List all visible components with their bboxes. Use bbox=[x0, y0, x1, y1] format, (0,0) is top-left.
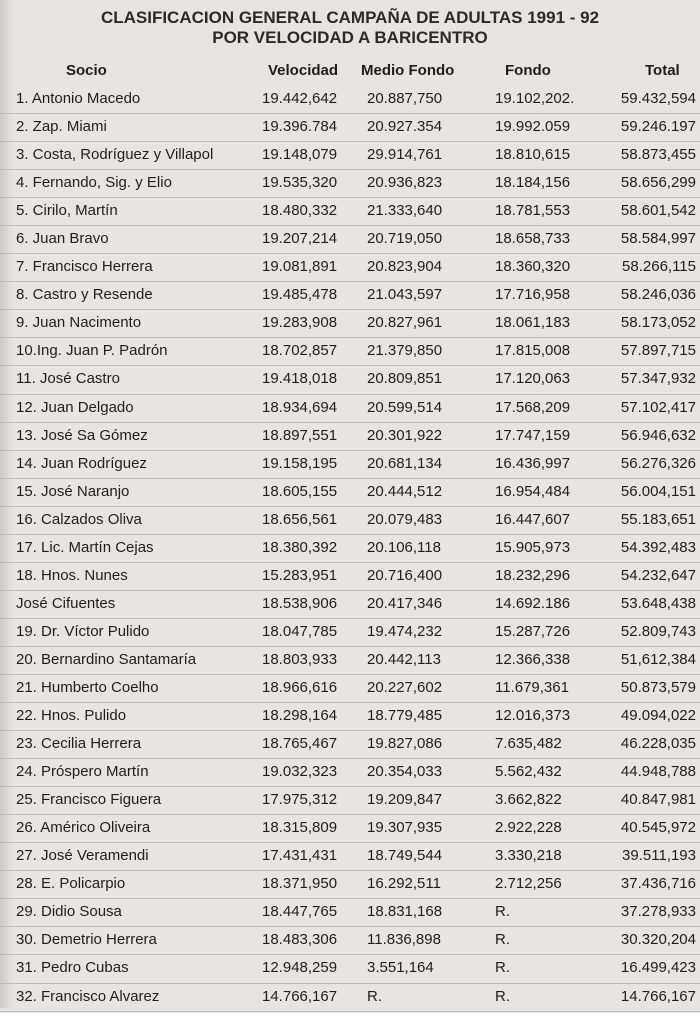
cell-velocidad: 18.380,392 bbox=[262, 538, 338, 556]
cell-socio: 26. Américo Oliveira bbox=[16, 819, 151, 837]
row-divider bbox=[0, 337, 700, 338]
cell-medio-fondo: 20.444,512 bbox=[367, 482, 443, 500]
cell-velocidad: 18.605,155 bbox=[262, 482, 338, 500]
row-divider bbox=[0, 478, 700, 479]
header-total: Total bbox=[645, 62, 680, 79]
cell-socio: 12. Juan Delgado bbox=[16, 398, 134, 416]
cell-socio: 11. José Castro bbox=[16, 370, 120, 388]
table-row bbox=[0, 396, 700, 424]
header-fondo: Fondo bbox=[505, 62, 551, 79]
cell-socio: 15. José Naranjo bbox=[16, 482, 130, 500]
cell-fondo: 17.568,209 bbox=[495, 398, 571, 416]
row-divider bbox=[0, 702, 700, 703]
cell-socio: 23. Cecilia Herrera bbox=[16, 735, 142, 753]
cell-medio-fondo: 20.827,961 bbox=[367, 314, 443, 332]
cell-fondo: 12.366,338 bbox=[495, 650, 571, 668]
cell-socio: 8. Castro y Resende bbox=[16, 286, 153, 304]
cell-fondo: 17.815,008 bbox=[495, 342, 571, 360]
cell-fondo: 15.905,973 bbox=[495, 538, 571, 556]
row-divider bbox=[0, 870, 700, 871]
document-subtitle: POR VELOCIDAD A BARICENTRO bbox=[212, 28, 488, 47]
cell-velocidad: 18.483,306 bbox=[262, 931, 338, 949]
cell-medio-fondo: 20.599,514 bbox=[367, 398, 443, 416]
cell-velocidad: 18.447,765 bbox=[262, 903, 338, 921]
cell-total: 56.276,326 bbox=[620, 454, 696, 472]
cell-fondo: 16.954,484 bbox=[495, 482, 571, 500]
cell-socio: 7. Francisco Herrera bbox=[16, 258, 153, 276]
cell-total: 44.948,788 bbox=[620, 763, 696, 781]
results-table-body bbox=[0, 87, 700, 1013]
cell-socio: 9. Juan Nacimento bbox=[16, 314, 142, 332]
cell-velocidad: 19.485,478 bbox=[262, 286, 338, 304]
cell-socio: 31. Pedro Cubas bbox=[16, 959, 129, 977]
cell-fondo: 15.287,726 bbox=[495, 622, 571, 640]
row-divider bbox=[0, 394, 700, 395]
cell-total: 16.499,423 bbox=[620, 959, 696, 977]
cell-medio-fondo: 3.551,164 bbox=[367, 959, 434, 977]
cell-velocidad: 18.702,857 bbox=[262, 342, 338, 360]
cell-medio-fondo: 20.716,400 bbox=[367, 566, 443, 584]
cell-medio-fondo: 19.474,232 bbox=[367, 622, 443, 640]
cell-medio-fondo: 20.106,118 bbox=[367, 538, 441, 556]
row-divider bbox=[0, 730, 700, 731]
cell-socio: 4. Fernando, Sig. y Elio bbox=[16, 174, 172, 192]
table-row bbox=[0, 844, 700, 872]
header-velocidad: Velocidad bbox=[268, 62, 339, 79]
cell-medio-fondo: 20.354,033 bbox=[367, 763, 443, 781]
cell-medio-fondo: 20.927.354 bbox=[367, 118, 443, 136]
row-divider bbox=[0, 562, 700, 563]
cell-socio: 13. José Sa Gómez bbox=[16, 426, 148, 444]
row-divider bbox=[0, 926, 700, 927]
row-divider bbox=[0, 141, 700, 142]
cell-fondo: 18.061,183 bbox=[495, 314, 571, 332]
table-row bbox=[0, 900, 700, 928]
row-divider bbox=[0, 758, 700, 759]
cell-total: 58.584,997 bbox=[620, 230, 696, 248]
cell-medio-fondo: 19.307,935 bbox=[367, 819, 443, 837]
cell-total: 58.173,052 bbox=[620, 314, 696, 332]
cell-socio: José Cifuentes bbox=[16, 594, 116, 612]
table-row bbox=[0, 760, 700, 788]
cell-socio: 17. Lic. Martín Cejas bbox=[16, 538, 154, 556]
table-row bbox=[0, 367, 700, 395]
table-row bbox=[0, 339, 700, 367]
cell-velocidad: 19.396.784 bbox=[262, 118, 338, 136]
cell-medio-fondo: 18.779,485 bbox=[367, 707, 443, 725]
cell-velocidad: 15.283,951 bbox=[262, 566, 338, 584]
row-divider bbox=[0, 786, 700, 787]
cell-total: 37.436,716 bbox=[620, 875, 696, 893]
cell-total: 57.102,417 bbox=[620, 398, 696, 416]
cell-socio: 6. Juan Bravo bbox=[16, 230, 109, 248]
table-row bbox=[0, 143, 700, 171]
row-divider bbox=[0, 450, 700, 451]
table-row bbox=[0, 283, 700, 311]
cell-fondo: 5.562,432 bbox=[495, 763, 562, 781]
cell-velocidad: 18.656,561 bbox=[262, 510, 338, 528]
cell-medio-fondo: 21.333,640 bbox=[367, 202, 443, 220]
cell-socio: 25. Francisco Figuera bbox=[16, 791, 162, 809]
table-row bbox=[0, 564, 700, 592]
row-divider bbox=[0, 842, 700, 843]
cell-velocidad: 14.766,167 bbox=[262, 987, 338, 1005]
table-row bbox=[0, 704, 700, 732]
table-row bbox=[0, 255, 700, 283]
cell-fondo: 11.679,361 bbox=[495, 678, 569, 696]
cell-fondo: 19.102,202. bbox=[495, 90, 575, 107]
cell-medio-fondo: 20.936,823 bbox=[367, 174, 443, 192]
row-divider bbox=[0, 590, 700, 591]
cell-velocidad: 19.148,079 bbox=[262, 146, 338, 164]
cell-total: 54.232,647 bbox=[620, 566, 696, 584]
table-header bbox=[0, 62, 700, 82]
cell-fondo: 18.810,615 bbox=[495, 146, 571, 164]
cell-fondo: 18.184,156 bbox=[495, 174, 571, 192]
cell-fondo: 2.712,256 bbox=[495, 875, 562, 893]
cell-medio-fondo: 11.836,898 bbox=[367, 931, 441, 949]
table-row bbox=[0, 311, 700, 339]
header-socio: Socio bbox=[66, 62, 107, 79]
cell-socio: 1. Antonio Macedo bbox=[16, 90, 141, 107]
row-divider bbox=[0, 814, 700, 815]
cell-fondo: R. bbox=[495, 903, 510, 921]
cell-medio-fondo: 20.823,904 bbox=[367, 258, 443, 276]
cell-velocidad: 18.765,467 bbox=[262, 735, 338, 753]
row-divider bbox=[0, 983, 700, 984]
cell-socio: 2. Zap. Miami bbox=[16, 118, 107, 136]
cell-medio-fondo: 20.079,483 bbox=[367, 510, 443, 528]
cell-velocidad: 18.966,616 bbox=[262, 678, 338, 696]
cell-total: 58.601,542 bbox=[620, 202, 696, 220]
cell-medio-fondo: 20.809,851 bbox=[367, 370, 443, 388]
table-row bbox=[0, 985, 700, 1013]
cell-medio-fondo: 18.749,544 bbox=[367, 847, 443, 865]
cell-total: 53.648,438 bbox=[620, 594, 696, 612]
cell-total: 46.228,035 bbox=[620, 735, 696, 753]
cell-fondo: 18.658,733 bbox=[495, 230, 571, 248]
cell-socio: 24. Próspero Martín bbox=[16, 763, 149, 781]
cell-total: 14.766,167 bbox=[620, 987, 696, 1005]
cell-velocidad: 19.283,908 bbox=[262, 314, 338, 332]
cell-velocidad: 19.418,018 bbox=[262, 370, 338, 388]
cell-socio: 32. Francisco Alvarez bbox=[16, 987, 160, 1005]
cell-socio: 3. Costa, Rodríguez y Villapol bbox=[16, 146, 214, 164]
cell-total: 40.545,972 bbox=[620, 819, 696, 837]
cell-velocidad: 12.948,259 bbox=[262, 959, 338, 977]
cell-fondo: 17.716,958 bbox=[495, 286, 571, 304]
row-divider bbox=[0, 422, 700, 423]
table-row bbox=[0, 199, 700, 227]
row-divider bbox=[0, 534, 700, 535]
table-row bbox=[0, 872, 700, 900]
cell-medio-fondo: R. bbox=[367, 987, 382, 1005]
row-divider bbox=[0, 618, 700, 619]
cell-socio: 14. Juan Rodríguez bbox=[16, 454, 147, 472]
row-divider bbox=[0, 954, 700, 955]
cell-total: 49.094,022 bbox=[620, 707, 696, 725]
cell-socio: 29. Didio Sousa bbox=[16, 903, 122, 921]
cell-medio-fondo: 29.914,761 bbox=[367, 146, 443, 164]
cell-total: 40.847,981 bbox=[620, 791, 696, 809]
cell-total: 56.004,151 bbox=[620, 482, 696, 500]
cell-velocidad: 18.047,785 bbox=[262, 622, 338, 640]
cell-medio-fondo: 19.827,086 bbox=[367, 735, 443, 753]
cell-socio: 10.Ing. Juan P. Padrón bbox=[16, 342, 168, 360]
cell-fondo: 19.992.059 bbox=[495, 118, 571, 136]
cell-velocidad: 17.975,312 bbox=[262, 791, 338, 809]
cell-total: 30.320,204 bbox=[620, 931, 696, 949]
cell-medio-fondo: 20.442,113 bbox=[367, 650, 441, 668]
header-medio-fondo: Medio Fondo bbox=[361, 62, 455, 79]
cell-medio-fondo: 16.292,511 bbox=[367, 875, 441, 893]
cell-fondo: 16.447,607 bbox=[495, 510, 571, 528]
row-divider bbox=[0, 506, 700, 507]
cell-velocidad: 18.315,809 bbox=[262, 819, 338, 837]
cell-total: 54.392,483 bbox=[620, 538, 696, 556]
cell-velocidad: 19.158,195 bbox=[262, 454, 338, 472]
cell-velocidad: 18.538,906 bbox=[262, 594, 338, 612]
row-divider bbox=[0, 309, 700, 310]
cell-socio: 27. José Veramendi bbox=[16, 847, 149, 865]
cell-socio: 28. E. Policarpio bbox=[16, 875, 126, 893]
table-row bbox=[0, 928, 700, 956]
cell-velocidad: 18.480,332 bbox=[262, 202, 338, 220]
cell-fondo: 18.232,296 bbox=[495, 566, 571, 584]
row-divider bbox=[0, 253, 700, 254]
table-row bbox=[0, 480, 700, 508]
document-title: CLASIFICACION GENERAL CAMPAÑA DE ADULTAS 1991 - 92 bbox=[100, 8, 600, 27]
cell-total: 50.873,579 bbox=[620, 678, 696, 696]
cell-velocidad: 18.803,933 bbox=[262, 650, 338, 668]
table-row bbox=[0, 620, 700, 648]
cell-medio-fondo: 20.227,602 bbox=[367, 678, 443, 696]
table-row bbox=[0, 592, 700, 620]
row-divider bbox=[0, 674, 700, 675]
cell-socio: 16. Calzados Oliva bbox=[16, 510, 142, 528]
cell-fondo: 12.016,373 bbox=[495, 707, 571, 725]
cell-fondo: 14.692.186 bbox=[495, 594, 571, 612]
table-row bbox=[0, 115, 700, 143]
cell-fondo: 2.922,228 bbox=[495, 819, 562, 837]
cell-total: 55.183,651 bbox=[620, 510, 696, 528]
cell-total: 57.897,715 bbox=[620, 342, 696, 360]
cell-fondo: R. bbox=[495, 987, 510, 1005]
cell-medio-fondo: 20.301,922 bbox=[367, 426, 443, 444]
table-row bbox=[0, 676, 700, 704]
cell-velocidad: 19.442,642 bbox=[262, 90, 338, 107]
cell-velocidad: 17.431,431 bbox=[262, 847, 338, 865]
cell-fondo: 18.781,553 bbox=[495, 202, 571, 220]
table-row bbox=[0, 648, 700, 676]
cell-total: 39.511,193 bbox=[622, 847, 696, 865]
cell-medio-fondo: 19.209,847 bbox=[367, 791, 443, 809]
cell-medio-fondo: 20.417,346 bbox=[367, 594, 443, 612]
table-row bbox=[0, 956, 700, 984]
cell-medio-fondo: 20.719,050 bbox=[367, 230, 443, 248]
row-divider bbox=[0, 898, 700, 899]
table-row bbox=[0, 788, 700, 816]
cell-socio: 30. Demetrio Herrera bbox=[16, 931, 157, 949]
table-row bbox=[0, 424, 700, 452]
table-row bbox=[0, 452, 700, 480]
cell-medio-fondo: 21.379,850 bbox=[367, 342, 443, 360]
cell-velocidad: 19.207,214 bbox=[262, 230, 338, 248]
table-row bbox=[0, 732, 700, 760]
table-row bbox=[0, 816, 700, 844]
cell-fondo: 16.436,997 bbox=[495, 454, 571, 472]
row-divider bbox=[0, 197, 700, 198]
cell-velocidad: 19.032,323 bbox=[262, 763, 338, 781]
cell-velocidad: 18.934,694 bbox=[262, 398, 338, 416]
table-row bbox=[0, 227, 700, 255]
cell-total: 51,612,384 bbox=[620, 650, 696, 668]
cell-total: 56.946,632 bbox=[620, 426, 696, 444]
cell-socio: 22. Hnos. Pulido bbox=[16, 707, 127, 725]
cell-total: 57.347,932 bbox=[620, 370, 696, 388]
cell-total: 58.873,455 bbox=[620, 146, 696, 164]
cell-socio: 5. Cirilo, Martín bbox=[16, 202, 118, 220]
cell-medio-fondo: 18.831,168 bbox=[367, 903, 443, 921]
row-divider bbox=[0, 1011, 700, 1012]
cell-fondo: 17.747,159 bbox=[495, 426, 571, 444]
row-divider bbox=[0, 646, 700, 647]
cell-fondo: R. bbox=[495, 931, 510, 949]
cell-velocidad: 19.535,320 bbox=[262, 174, 338, 192]
cell-total: 59.246.197 bbox=[620, 118, 696, 136]
cell-velocidad: 18.371,950 bbox=[262, 875, 338, 893]
cell-velocidad: 18.897,551 bbox=[262, 426, 338, 444]
row-divider bbox=[0, 169, 700, 170]
row-divider bbox=[0, 365, 700, 366]
cell-fondo: 7.635,482 bbox=[495, 735, 562, 753]
cell-socio: 21. Humberto Coelho bbox=[16, 678, 159, 696]
cell-medio-fondo: 20.681,134 bbox=[367, 454, 443, 472]
cell-fondo: R. bbox=[495, 959, 510, 977]
table-row bbox=[0, 536, 700, 564]
table-row bbox=[0, 171, 700, 199]
cell-fondo: 3.330,218 bbox=[495, 847, 562, 865]
cell-velocidad: 18.298,164 bbox=[262, 707, 338, 725]
row-divider bbox=[0, 281, 700, 282]
cell-medio-fondo: 20.887,750 bbox=[367, 90, 443, 107]
cell-medio-fondo: 21.043,597 bbox=[367, 286, 443, 304]
row-divider bbox=[0, 225, 700, 226]
cell-velocidad: 19.081,891 bbox=[262, 258, 338, 276]
cell-total: 58.246,036 bbox=[620, 286, 696, 304]
cell-total: 37.278,933 bbox=[620, 903, 696, 921]
table-row bbox=[0, 508, 700, 536]
cell-socio: 18. Hnos. Nunes bbox=[16, 566, 128, 584]
table-row bbox=[0, 87, 700, 115]
cell-total: 58.656,299 bbox=[620, 174, 696, 192]
cell-total: 59.432,594 bbox=[620, 90, 696, 107]
row-divider bbox=[0, 113, 700, 114]
cell-total: 52.809,743 bbox=[620, 622, 696, 640]
cell-fondo: 18.360,320 bbox=[495, 258, 571, 276]
cell-total: 58.266,115 bbox=[622, 258, 696, 276]
cell-fondo: 3.662,822 bbox=[495, 791, 562, 809]
cell-socio: 19. Dr. Víctor Pulido bbox=[16, 622, 150, 640]
cell-fondo: 17.120,063 bbox=[495, 370, 571, 388]
cell-socio: 20. Bernardino Santamaría bbox=[16, 650, 197, 668]
